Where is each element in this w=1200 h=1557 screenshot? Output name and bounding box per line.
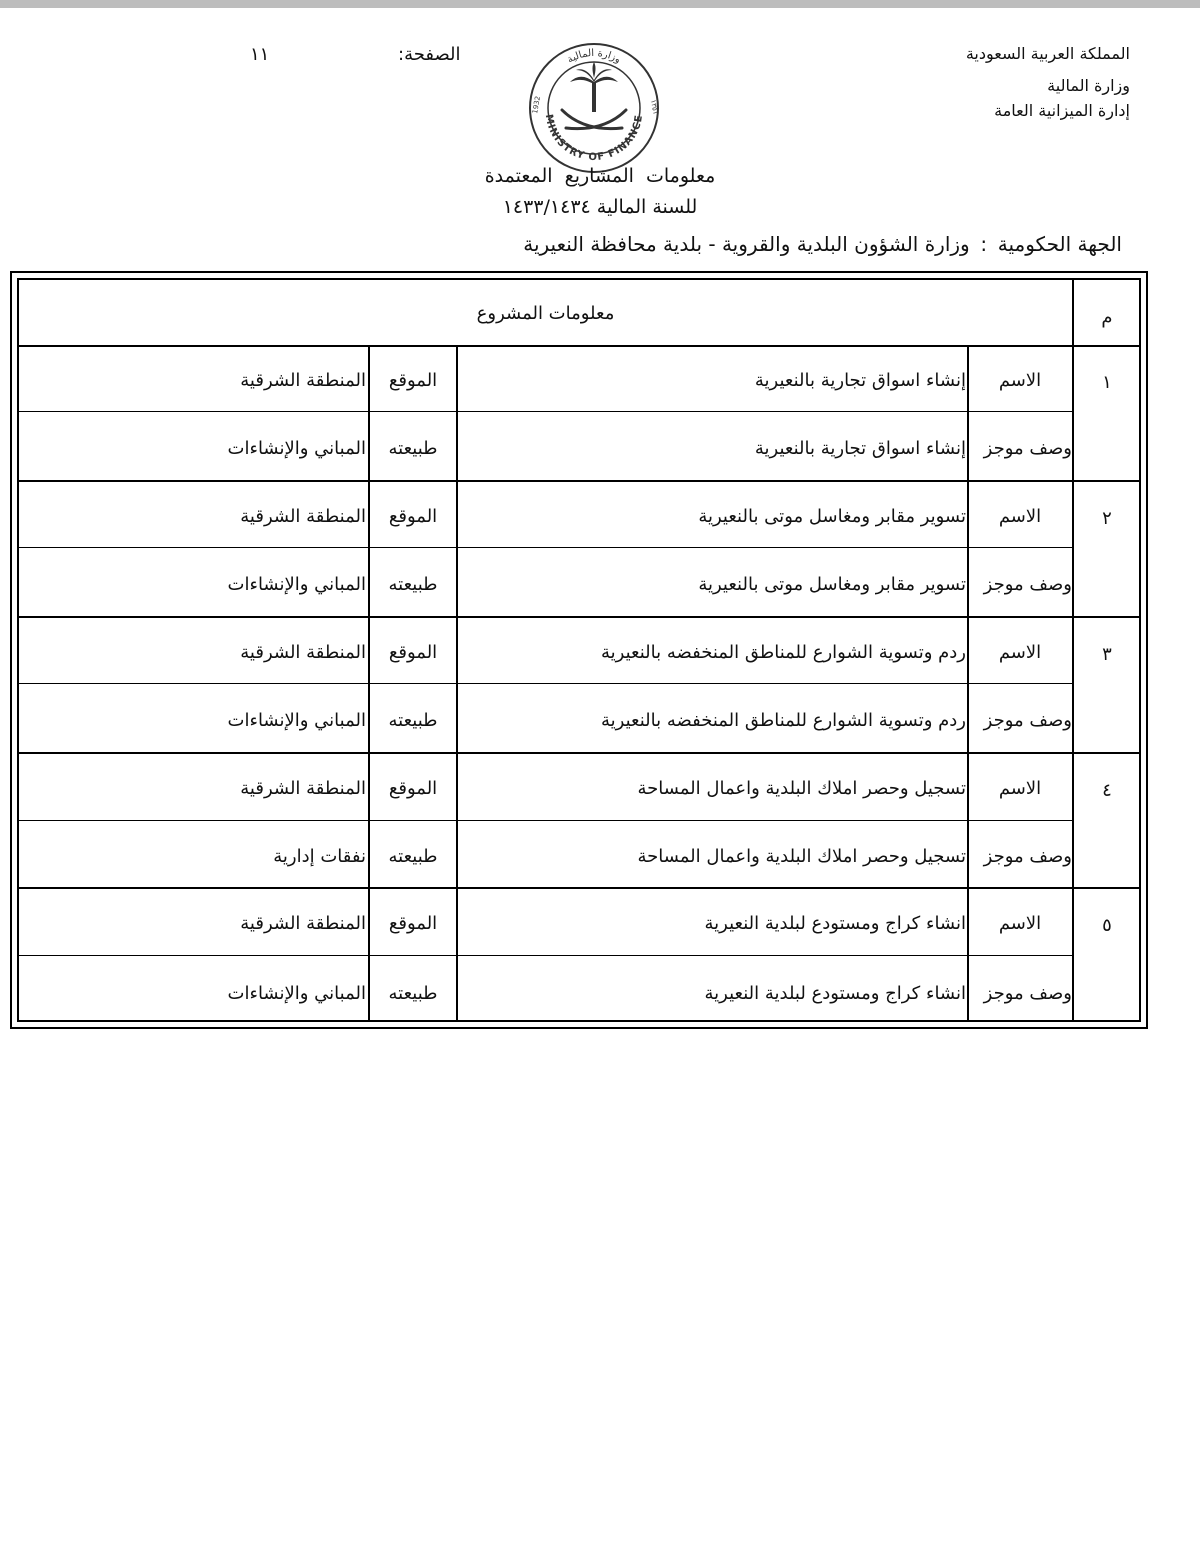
row-index: ٥ xyxy=(1102,915,1112,936)
agency-value: وزارة الشؤون البلدية والقروية - بلدية محافظة النعيرية xyxy=(523,232,970,256)
location-label: الموقع xyxy=(388,642,438,663)
row-divider xyxy=(17,547,1072,548)
project-nature: نفقات إدارية xyxy=(273,846,366,867)
agency-label: الجهة الحكومية xyxy=(997,232,1122,256)
project-location: المنطقة الشرقية xyxy=(240,370,366,391)
project-name: ردم وتسوية الشوارع للمناطق المنخفضه بالنعيرية xyxy=(601,642,966,663)
location-label: الموقع xyxy=(388,506,438,527)
group-divider xyxy=(17,480,1141,482)
seal-year-left: 1932 xyxy=(531,95,543,115)
svg-text:MINISTRY OF FINANCE xyxy=(543,114,645,164)
row-index: ٤ xyxy=(1102,780,1112,801)
name-label: الاسم xyxy=(998,506,1042,527)
agency-separator: : xyxy=(980,232,988,256)
project-name: تسوير مقابر ومغاسل موتى بالنعيرية xyxy=(698,506,966,527)
fiscal-year-subtitle: للسنة المالية ١٤٣٣/١٤٣٤ xyxy=(502,196,698,218)
row-divider xyxy=(17,955,1072,956)
desc-label: وصف موجز xyxy=(983,710,1072,731)
row-index: ١ xyxy=(1102,372,1112,393)
name-label: الاسم xyxy=(998,370,1042,391)
project-description: انشاء كراج ومستودع لبلدية النعيرية xyxy=(704,983,966,1004)
page-number: ١١ xyxy=(250,44,270,65)
project-location: المنطقة الشرقية xyxy=(240,913,366,934)
project-description: ردم وتسوية الشوارع للمناطق المنخفضه بالنعيرية xyxy=(601,710,966,731)
col-info-header: معلومات المشروع xyxy=(476,303,615,324)
table-header-divider xyxy=(17,345,1141,347)
location-label: الموقع xyxy=(388,778,438,799)
seal-english-text: MINISTRY OF FINANCE xyxy=(542,113,646,164)
top-border-bar xyxy=(0,0,1200,8)
group-divider xyxy=(17,752,1141,754)
group-divider xyxy=(17,616,1141,618)
desc-label: وصف موجز xyxy=(983,983,1072,1004)
project-location: المنطقة الشرقية xyxy=(240,642,366,663)
ministry-of-finance-seal-logo xyxy=(526,40,662,176)
nature-label: طبيعته xyxy=(388,710,438,731)
row-divider xyxy=(17,411,1072,412)
nature-label: طبيعته xyxy=(388,438,438,459)
ministry-name: وزارة المالية xyxy=(1047,76,1130,95)
nature-label: طبيعته xyxy=(388,983,438,1004)
project-nature: المباني والإنشاءات xyxy=(227,438,366,459)
desc-label: وصف موجز xyxy=(983,438,1072,459)
row-divider xyxy=(17,683,1072,684)
crossed-swords-icon xyxy=(562,110,626,129)
project-nature: المباني والإنشاءات xyxy=(227,574,366,595)
government-agency-line xyxy=(523,232,1122,256)
project-nature: المباني والإنشاءات xyxy=(227,710,366,731)
page-label: الصفحة: xyxy=(398,44,461,65)
nature-label: طبيعته xyxy=(388,846,438,867)
desc-label: وصف موجز xyxy=(983,846,1072,867)
document-title: معلومات المشاريع المعتمدة xyxy=(484,165,716,187)
project-name: إنشاء اسواق تجارية بالنعيرية xyxy=(754,370,966,391)
project-description: تسجيل وحصر املاك البلدية واعمال المساحة xyxy=(637,846,966,867)
project-description: تسوير مقابر ومغاسل موتى بالنعيرية xyxy=(698,574,966,595)
department-name: إدارة الميزانية العامة xyxy=(994,101,1130,120)
project-location: المنطقة الشرقية xyxy=(240,778,366,799)
nature-label: طبيعته xyxy=(388,574,438,595)
project-description: إنشاء اسواق تجارية بالنعيرية xyxy=(754,438,966,459)
group-divider xyxy=(17,887,1141,889)
value-column-divider xyxy=(456,345,458,1022)
project-location: المنطقة الشرقية xyxy=(240,506,366,527)
seal-arabic-text: وزارة المالية xyxy=(565,47,623,66)
palm-tree-icon xyxy=(570,62,618,112)
location-label: الموقع xyxy=(388,370,438,391)
name-label: الاسم xyxy=(998,913,1042,934)
name-label: الاسم xyxy=(998,642,1042,663)
project-name: انشاء كراج ومستودع لبلدية النعيرية xyxy=(704,913,966,934)
project-name: تسجيل وحصر املاك البلدية واعمال المساحة xyxy=(637,778,966,799)
name-label: الاسم xyxy=(998,778,1042,799)
row-index: ٣ xyxy=(1102,644,1112,665)
location-label: الموقع xyxy=(388,913,438,934)
kingdom-name: المملكة العربية السعودية xyxy=(965,44,1130,63)
project-nature: المباني والإنشاءات xyxy=(227,983,366,1004)
seal-year-right: ١٣٥١ xyxy=(649,98,660,116)
col-index-header: م xyxy=(1101,307,1113,328)
row-divider xyxy=(17,820,1072,821)
desc-label: وصف موجز xyxy=(983,574,1072,595)
row-index: ٢ xyxy=(1102,508,1112,529)
